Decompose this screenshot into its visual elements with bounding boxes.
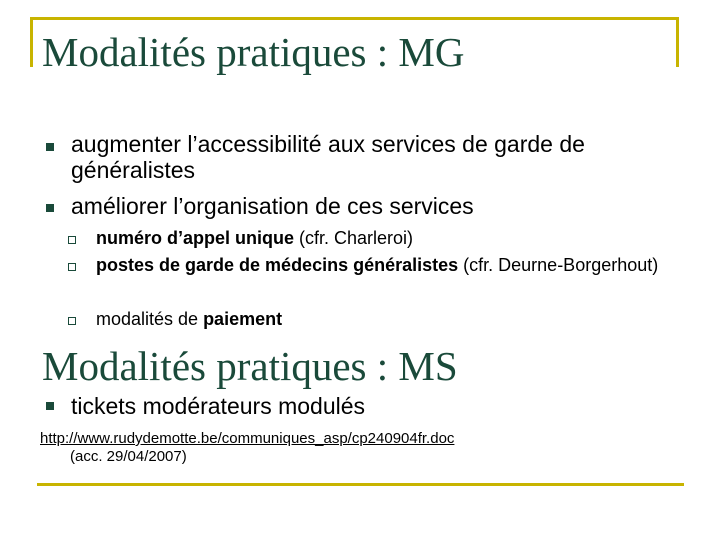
sub-bullet-paiement	[96, 309, 681, 329]
right-frame-line	[676, 17, 679, 67]
square-bullet-icon	[46, 143, 54, 151]
hollow-square-bullet-icon	[68, 236, 76, 244]
access-date-note: (acc. 29/04/2007)	[70, 448, 187, 465]
sub-bullet-bold-text: numéro d’appel unique	[96, 228, 295, 248]
sub-bullet-plain-text: (cfr. Deurne-Borgerhout)	[458, 255, 659, 275]
sub-bullet-numero-appel	[96, 228, 681, 248]
slide-title-mg: Modalités pratiques : MG	[42, 29, 465, 75]
top-frame-line	[30, 17, 677, 20]
slide-title-ms: Modalités pratiques : MS	[42, 343, 458, 389]
bottom-frame-line	[37, 483, 684, 486]
bullet-text-accessibility: augmenter l’accessibilité aux services de garde de généralistes	[71, 131, 585, 183]
bullet-text-tickets: tickets modérateurs modulés	[71, 393, 366, 419]
square-bullet-icon	[46, 402, 54, 410]
sub-bullet-bold-text: postes de garde de médecins généralistes	[96, 255, 459, 275]
hollow-square-bullet-icon	[68, 317, 76, 325]
sub-bullet-plain-text: (cfr. Charleroi)	[294, 228, 414, 248]
sub-bullet-bold-text: paiement	[203, 309, 283, 329]
source-link[interactable]: http://www.rudydemotte.be/communiques_asp/cp240904fr.doc	[40, 430, 455, 447]
sub-bullet-postes-de-garde	[96, 255, 681, 275]
sub-bullet-plain-text: modalités de	[96, 309, 204, 329]
bullet-text-organisation: améliorer l’organisation de ces services	[71, 193, 474, 219]
hollow-square-bullet-icon	[68, 263, 76, 271]
left-frame-line	[30, 17, 33, 67]
square-bullet-icon	[46, 204, 54, 212]
